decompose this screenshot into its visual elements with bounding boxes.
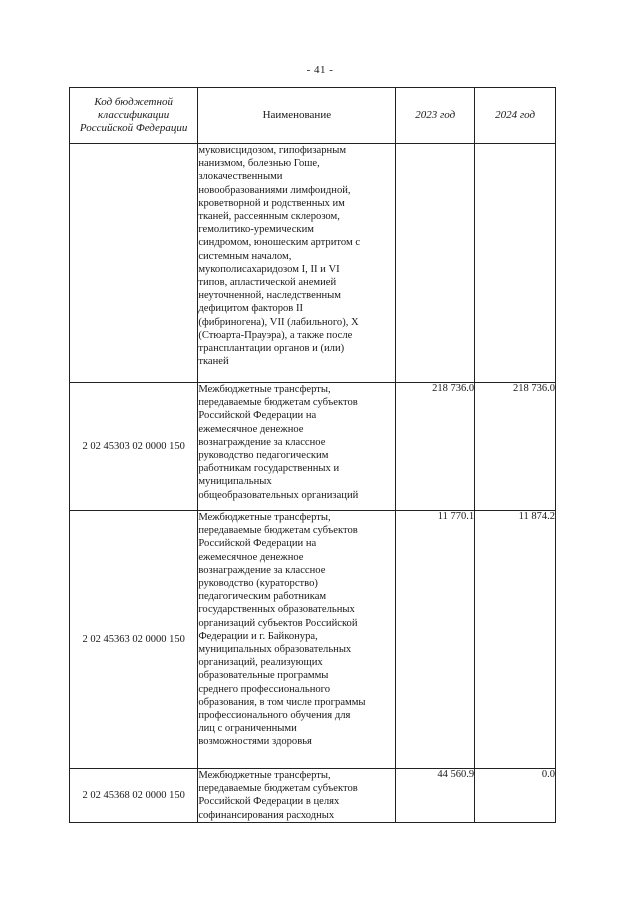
- item-name-line: трансплантации органов и (или): [198, 343, 345, 355]
- item-name-line: муковисцидозом, гипофизарным: [198, 145, 347, 156]
- amount-2023-cell: [396, 144, 475, 383]
- item-name-line: образовательные программы: [198, 670, 329, 682]
- item-name-line: тканей: [198, 356, 229, 368]
- header-code-line: Российской Федерации: [79, 122, 188, 134]
- item-name-line: передаваемые бюджетам субъектов: [198, 783, 358, 795]
- amount-2023-cell: 11 770.1: [396, 511, 475, 769]
- header-code: [70, 88, 198, 144]
- amount-2023-cell: 44 560.9: [396, 769, 475, 823]
- item-name-line: злокачественными: [198, 171, 283, 183]
- header-year-2024: 2024 год: [475, 88, 556, 144]
- header-code-line: классификации: [98, 109, 170, 121]
- amount-2024-cell: 11 874.2: [475, 511, 556, 769]
- header-name: Наименование: [198, 88, 396, 144]
- item-name-line: организаций, реализующих: [198, 657, 323, 669]
- item-name-line: вознаграждение за классное: [198, 436, 326, 448]
- item-name-line: Российской Федерации на: [198, 538, 317, 550]
- item-name-line: тканей, рассеянным склерозом,: [198, 211, 340, 223]
- header-code-line: Код бюджетной: [94, 96, 173, 108]
- table-row: [70, 383, 556, 511]
- item-name-line: мукополисахаридозом I, II и VI: [198, 263, 340, 275]
- table-row: [70, 511, 556, 769]
- item-name-line: Российской Федерации в целях: [198, 796, 340, 808]
- amount-2023-cell: 218 736.0: [396, 383, 475, 511]
- item-name-line: профессионального обучения для: [198, 710, 351, 722]
- budget-code-cell: 2 02 45368 02 0000 150: [70, 769, 198, 823]
- item-name-line: государственных образовательных: [198, 604, 355, 616]
- item-name-line: общеобразовательных организаций: [198, 489, 359, 501]
- item-name-line: типов, апластической анемией: [198, 277, 337, 289]
- item-name-line: ежемесячное денежное: [198, 551, 304, 563]
- item-name-line: передаваемые бюджетам субъектов: [198, 525, 358, 537]
- item-name-cell: [198, 769, 396, 823]
- item-name-line: муниципальных: [198, 476, 272, 488]
- item-name-line: возможностями здоровья: [198, 736, 312, 748]
- item-name-line: муниципальных образовательных: [198, 644, 352, 656]
- item-name-line: руководство (кураторство): [198, 578, 318, 590]
- item-name-line: гемолитико-уремическим: [198, 224, 314, 236]
- item-name-line: Межбюджетные трансферты,: [198, 770, 331, 781]
- item-name-line: дефицитом факторов II: [198, 303, 304, 315]
- table-row: [70, 144, 556, 383]
- item-name-line: Федерации и г. Байконура,: [198, 630, 318, 642]
- item-name-line: педагогическим работникам: [198, 591, 327, 603]
- item-name-line: (Стюарта-Прауэра), а также после: [198, 329, 353, 341]
- budget-code-cell: 2 02 45363 02 0000 150: [70, 511, 198, 769]
- item-name-line: Межбюджетные трансферты,: [198, 384, 331, 395]
- item-name-cell: [198, 511, 396, 769]
- item-name-line: (фибриногена), VII (лабильного), X: [198, 316, 359, 328]
- item-name-line: синдромом, юношеским артритом с: [198, 237, 361, 249]
- item-name-line: среднего профессионального: [198, 683, 331, 695]
- item-name-line: передаваемые бюджетам субъектов: [198, 397, 358, 409]
- item-name-line: работникам государственных и: [198, 463, 340, 475]
- item-name-line: нанизмом, болезнью Гоше,: [198, 158, 320, 170]
- amount-2024-cell: 218 736.0: [475, 383, 556, 511]
- item-name-line: неуточненной, наследственным: [198, 290, 341, 302]
- table-header-row: [70, 88, 556, 144]
- budget-code-cell: [70, 144, 198, 383]
- header-year-2023: 2023 год: [396, 88, 475, 144]
- item-name-line: образования, в том числе программы: [198, 696, 366, 708]
- item-name-line: софинансирования расходных: [198, 809, 335, 821]
- item-name-line: организаций субъектов Российской: [198, 617, 358, 629]
- item-name-line: руководство педагогическим: [198, 450, 329, 462]
- budget-table: [69, 87, 556, 823]
- page-number: - 41 -: [306, 64, 334, 76]
- amount-2024-cell: 0.0: [475, 769, 556, 823]
- item-name-line: лиц с ограниченными: [198, 723, 297, 735]
- item-name-cell: [198, 144, 396, 383]
- budget-code-cell: 2 02 45303 02 0000 150: [70, 383, 198, 511]
- item-name-cell: [198, 383, 396, 511]
- table-row: [70, 769, 556, 823]
- item-name-line: кроветворной и родственных им: [198, 197, 345, 209]
- item-name-line: вознаграждение за классное: [198, 564, 326, 576]
- item-name-line: системным началом,: [198, 250, 292, 262]
- amount-2024-cell: [475, 144, 556, 383]
- item-name-line: Межбюджетные трансферты,: [198, 512, 331, 523]
- item-name-line: Российской Федерации на: [198, 410, 317, 422]
- item-name-line: ежемесячное денежное: [198, 423, 304, 435]
- item-name-line: новообразованиями лимфоидной,: [198, 184, 351, 196]
